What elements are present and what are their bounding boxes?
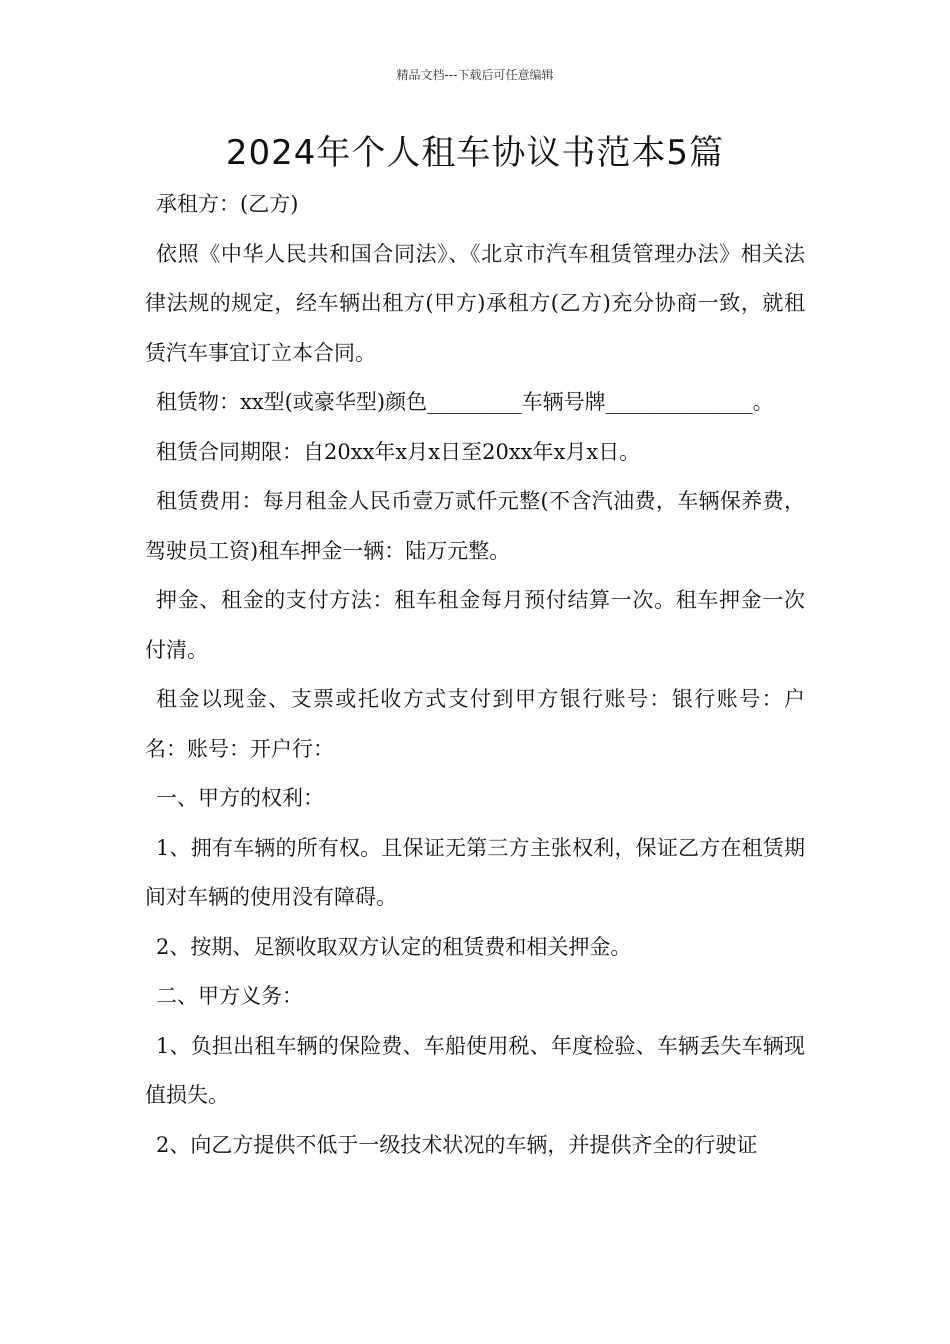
paragraph-rights-item-1: 1、拥有车辆的所有权。且保证无第三方主张权利，保证乙方在租赁期间对车辆的使用没有障碍。: [145, 835, 805, 909]
paragraph-rights-item-2: 2、按期、足额收取双方认定的租赁费和相关押金。: [156, 934, 632, 959]
paragraph-rental-fee: 租赁费用：每月租金人民币壹万贰仟元整(不含汽油费，车辆保养费，驾驶员工资)租车押金一辆：陆万元整。: [145, 489, 805, 563]
paragraph-bank-account: 租金以现金、支票或托收方式支付到甲方银行账号：银行账号：户名：账号：开户行：: [145, 687, 805, 761]
paragraph-rental-object: 租赁物：xx型(或豪华型)颜色_________车辆号牌______________。: [156, 390, 774, 414]
paragraph-obligations-item-1: 1、负担出租车辆的保险费、车船使用税、年度检验、车辆丢失车辆现值损失。: [145, 1033, 805, 1107]
section-heading-party-a-rights: 一、甲方的权利：: [156, 786, 324, 810]
paragraph-obligations-item-2: 2、向乙方提供不低于一级技术状况的车辆，并提供齐全的行驶证: [156, 1132, 758, 1157]
section-heading-party-a-obligations: 二、甲方义务：: [156, 984, 303, 1008]
document-body: [145, 180, 805, 1170]
header-note: 精品文档---下载后可任意编辑: [396, 68, 554, 82]
paragraph-lessee: 承租方：(乙方): [156, 192, 299, 216]
document-title: 2024年个人租车协议书范本5篇: [225, 133, 725, 173]
paragraph-payment-method: 押金、租金的支付方法：租车租金每月预付结算一次。租车押金一次付清。: [145, 588, 805, 662]
paragraph-legal-basis: 依照《中华人民共和国合同法》、《北京市汽车租赁管理办法》相关法律法规的规定，经车辆出租方(甲方)承租方(乙方)充分协商一致，就租赁汽车事宜订立本合同。: [145, 241, 805, 365]
paragraph-contract-term: 租赁合同期限：自20xx年x月x日至20xx年x月x日。: [156, 439, 641, 464]
